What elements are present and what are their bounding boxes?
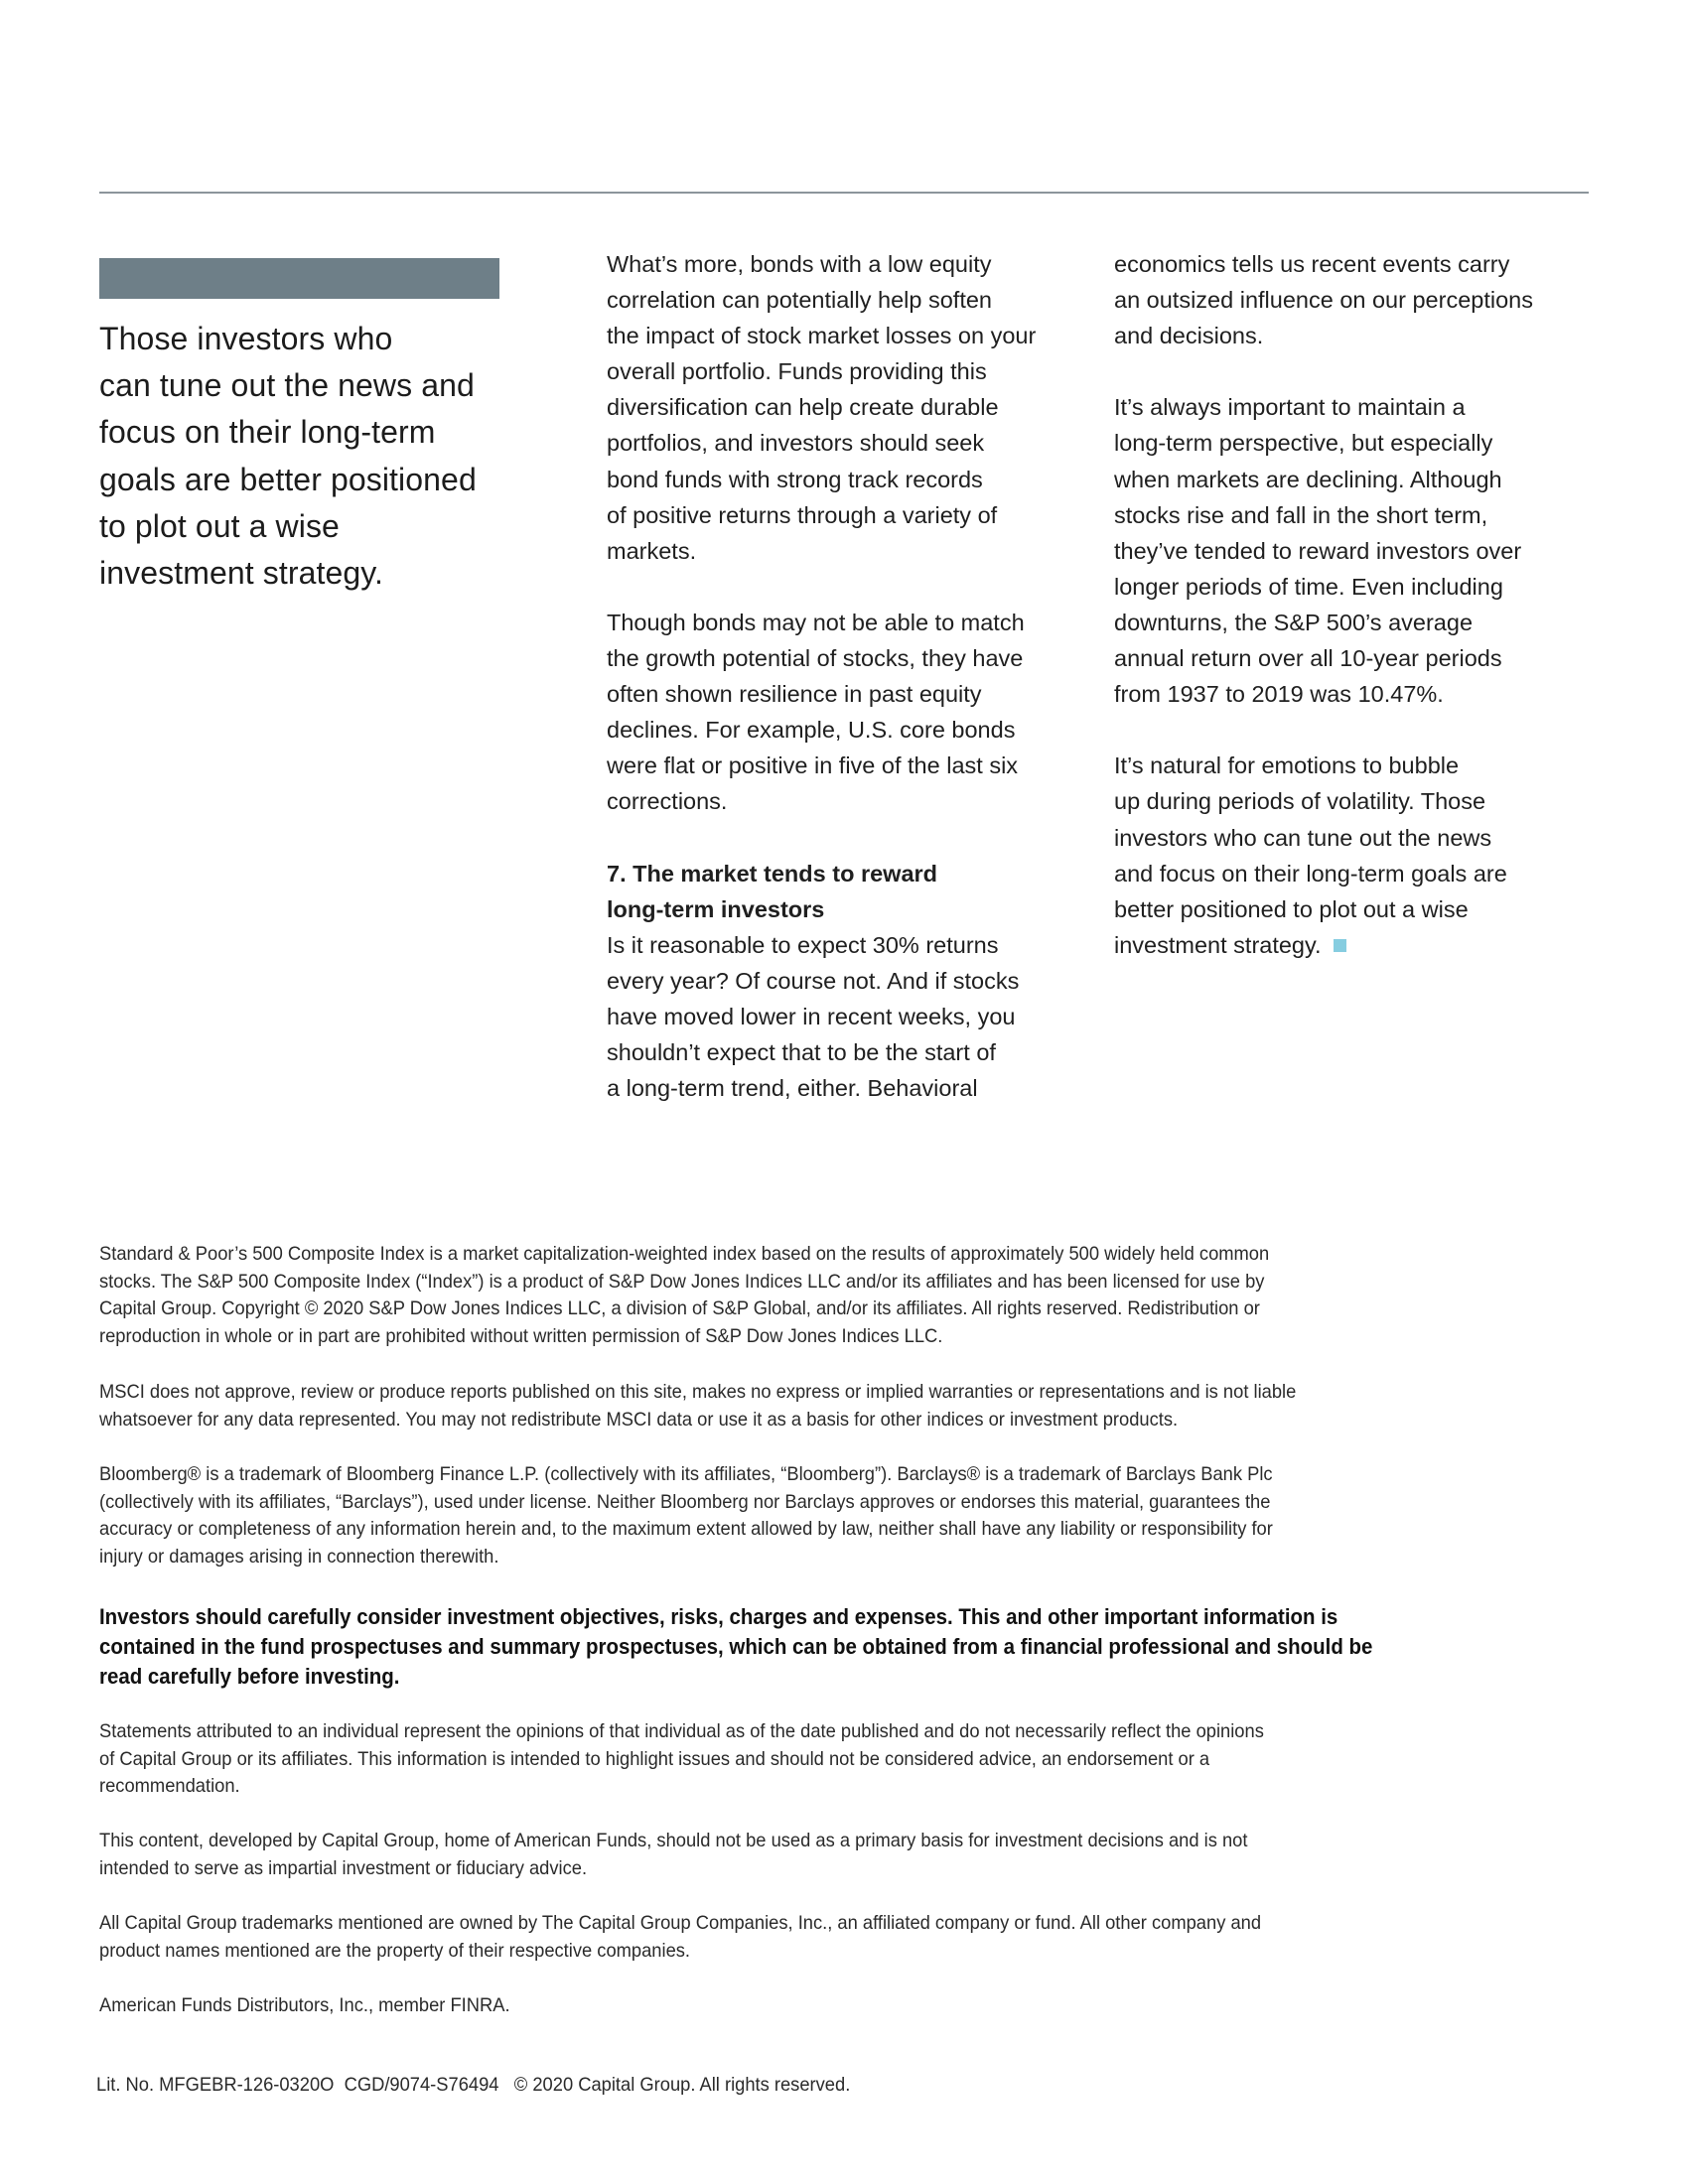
text-line: (collectively with its affiliates, “Barclays”), used under license. Neither Bloomberg nor Barclays approves or endorses this material, guarantees the: [99, 1490, 1271, 1513]
disclosure-content-notice: [99, 1828, 1589, 1882]
text-line: Is it reasonable to expect 30% returns: [607, 931, 999, 958]
disclosure-sp500: [99, 1241, 1589, 1350]
text-line: an outsized influence on our perceptions: [1114, 287, 1533, 314]
text-line: Bloomberg® is a trademark of Bloomberg Finance L.P. (collectively with its affiliates, “Bloomberg”). Barclays® is a trademark of Barclays Bank Plc: [99, 1463, 1273, 1485]
text-line: MSCI does not approve, review or produce reports published on this site, makes no express or implied warranties or representations and is not liable: [99, 1381, 1297, 1403]
text-line: reproduction in whole or in part are prohibited without written permission of S&P Dow Jones Indices LLC.: [99, 1324, 943, 1347]
text-line: of Capital Group or its affiliates. This information is intended to highlight issues and should not be considered advice, an endorsement or a: [99, 1747, 1210, 1770]
text-line: Capital Group. Copyright © 2020 S&P Dow Jones Indices LLC, a division of S&P Global, and/or its affiliates. All rights reserved. Redistribution or: [99, 1297, 1260, 1320]
text-line: What’s more, bonds with a low equity: [607, 251, 992, 277]
text-line: injury or damages arising in connection therewith.: [99, 1545, 499, 1568]
text-line: the impact of stock market losses on your: [607, 323, 1037, 349]
text-line: downturns, the S&P 500’s average: [1114, 609, 1474, 635]
disclosure-bloomberg: [99, 1461, 1589, 1570]
text-line: and decisions.: [1114, 323, 1264, 349]
text-line: from 1937 to 2019 was 10.47%.: [1114, 681, 1444, 708]
paragraph-bond-correlation: [607, 246, 1083, 569]
text-line: were flat or positive in five of the last six: [607, 752, 1019, 779]
text-line: Investors should carefully consider investment objectives, risks, charges and expenses. This and other important information is: [99, 1604, 1338, 1629]
text-line: can tune out the news and: [99, 367, 475, 404]
text-line: recommendation.: [99, 1775, 240, 1798]
text-line: overall portfolio. Funds providing this: [607, 358, 987, 385]
text-line: product names mentioned are the property of their respective companies.: [99, 1939, 691, 1962]
text-line: Those investors who: [99, 321, 393, 356]
text-line: longer periods of time. Even including: [1114, 573, 1503, 600]
paragraph-behavioral-economics: [1114, 246, 1591, 353]
text-line: every year? Of course not. And if stocks: [607, 967, 1020, 994]
literature-number-copyright: Lit. No. MFGEBR-126-0320O CGD/9074-S76494 © 2020 Capital Group. All rights reserved.: [96, 2074, 851, 2096]
text-line: stocks rise and fall in the short term,: [1114, 501, 1488, 528]
text-line: Though bonds may not be able to match: [607, 609, 1025, 635]
text-line: whatsoever for any data represented. You may not redistribute MSCI data or use it as a basis for other indices or investment products.: [99, 1408, 1179, 1431]
text-line: economics tells us recent events carry: [1114, 251, 1510, 277]
paragraph-emotions: [1114, 748, 1591, 963]
text-line: investors who can tune out the news: [1114, 824, 1492, 851]
text-line: annual return over all 10-year periods: [1114, 645, 1502, 672]
text-line: portfolios, and investors should seek: [607, 430, 985, 457]
text-line: of positive returns through a variety of: [607, 501, 998, 528]
disclosure-distributor: [99, 1992, 1589, 2020]
text-line: shouldn’t expect that to be the start of: [607, 1039, 996, 1066]
text-line: goals are better positioned: [99, 461, 477, 497]
text-line: This content, developed by Capital Group, home of American Funds, should not be used as a primary basis for investment decisions and is not: [99, 1830, 1248, 1851]
paragraph-long-term-perspective: [1114, 389, 1591, 712]
disclosure-msci: [99, 1379, 1589, 1433]
text-line: Statements attributed to an individual represent the opinions of that individual as of the date published and do not necessarily reflect the opinions: [99, 1720, 1264, 1742]
pull-quote-accent-bar: [99, 258, 499, 299]
text-line: when markets are declining. Although: [1114, 466, 1502, 492]
text-line: read carefully before investing.: [99, 1664, 400, 1689]
disclosure-prospectus-notice: [99, 1602, 1589, 1692]
text-line: correlation can potentially help soften: [607, 287, 992, 314]
text-line: have moved lower in recent weeks, you: [607, 1003, 1016, 1029]
text-line: It’s natural for emotions to bubble: [1114, 752, 1460, 779]
text-line: stocks. The S&P 500 Composite Index (“Index”) is a product of S&P Dow Jones Indices LLC and/or its affiliates and has been licensed for use by: [99, 1270, 1265, 1293]
disclosure-statements: [99, 1718, 1589, 1801]
text-line: to plot out a wise: [99, 507, 340, 544]
text-line: long-term investors: [607, 895, 825, 922]
text-line: the growth potential of stocks, they have: [607, 645, 1024, 672]
disclosure-trademarks: [99, 1910, 1589, 1965]
text-line: bond funds with strong track records: [607, 466, 983, 492]
article-column-3: [1114, 246, 1591, 963]
text-line: better positioned to plot out a wise: [1114, 895, 1469, 922]
text-line: they’ve tended to reward investors over: [1114, 537, 1522, 564]
text-line: and focus on their long-term goals are: [1114, 860, 1507, 887]
pull-quote: [99, 316, 526, 597]
text-line: a long-term trend, either. Behavioral: [607, 1075, 978, 1102]
text-line: up during periods of volatility. Those: [1114, 788, 1486, 815]
text-line: 7. The market tends to reward: [607, 860, 938, 887]
text-line: All Capital Group trademarks mentioned are owned by The Capital Group Companies, Inc., an affiliated company or fund. All other company and: [99, 1912, 1262, 1934]
text-line: intended to serve as impartial investment or fiduciary advice.: [99, 1856, 588, 1879]
section-heading-7: [607, 856, 1083, 927]
text-line: declines. For example, U.S. core bonds: [607, 717, 1016, 744]
text-line: markets.: [607, 537, 697, 564]
text-line: Standard & Poor’s 500 Composite Index is a market capitalization-weighted index based on the results of approximately 500 widely held common: [99, 1243, 1270, 1265]
text-line: accuracy or completeness of any information herein and, to the maximum extent allowed by law, neither shall have any liability or responsibility for: [99, 1518, 1273, 1541]
article-column-2: [607, 246, 1083, 1106]
text-line: American Funds Distributors, Inc., member FINRA.: [99, 1994, 510, 2016]
end-of-article-square-icon: [1334, 939, 1346, 952]
text-line: diversification can help create durable: [607, 394, 999, 421]
top-divider-rule: [99, 192, 1589, 194]
paragraph-reasonable-returns: [607, 927, 1083, 1106]
text-line: investment strategy.: [1114, 927, 1591, 963]
text-line: investment strategy.: [99, 555, 383, 592]
text-line: It’s always important to maintain a: [1114, 394, 1466, 421]
text-line: contained in the fund prospectuses and summary prospectuses, which can be obtained from a financial professional and should be: [99, 1634, 1373, 1659]
text-line: corrections.: [607, 788, 728, 815]
text-line: long-term perspective, but especially: [1114, 430, 1493, 457]
text-line: often shown resilience in past equity: [607, 681, 982, 708]
paragraph-bond-resilience: [607, 605, 1083, 820]
text-line: focus on their long-term: [99, 414, 436, 451]
